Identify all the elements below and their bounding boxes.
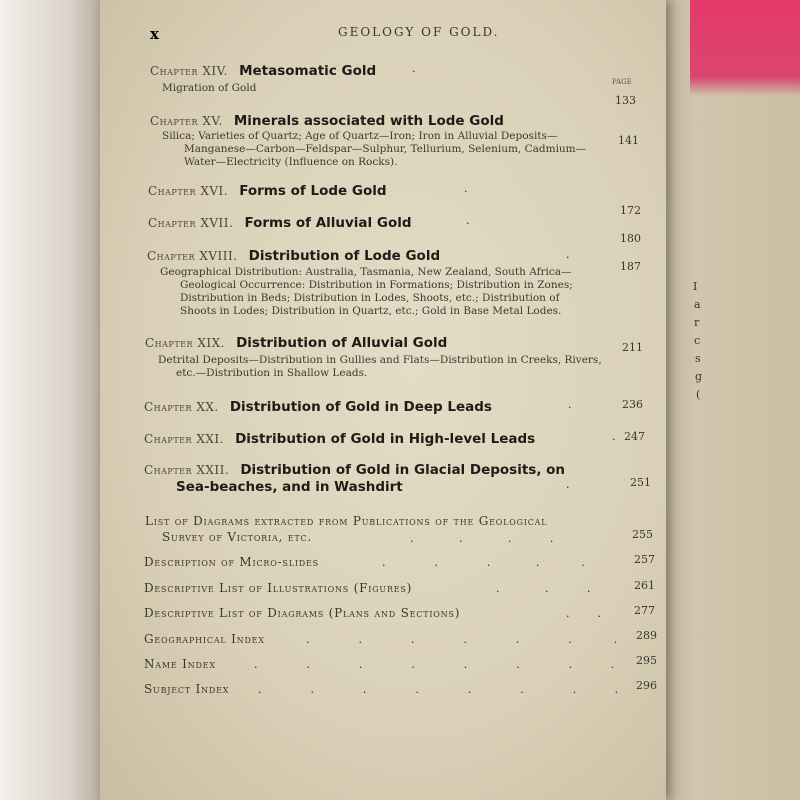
toc-entry [147,245,440,264]
chapter-subjects: Migration of Gold [162,82,257,94]
page-number: 247 [624,430,645,443]
toc-entry [150,60,376,79]
leader-dot: . [568,398,572,411]
page-number: 255 [632,528,653,541]
chapter-title: Distribution of Gold in Deep Leads [229,399,492,415]
leader-dots: . . . [496,582,591,595]
chapter-label: Chapter XVIII. [147,249,238,263]
page-number: 187 [620,260,641,273]
chapter-title: Distribution of Gold in High-level Leads [235,431,536,447]
back-matter-entry: Subject Index [144,682,230,696]
back-matter-entry: List of Diagrams extracted from Publications of the Geological [145,514,548,528]
chapter-title: Forms of Lode Gold [239,183,387,199]
chapter-label: Chapter XVI. [148,184,229,198]
leader-dots: . . . . . . . . [258,683,619,696]
chapter-subjects: Detrital Deposits—Distribution in Gullies and Flats—Distribution in Creeks, Rivers, [158,354,602,366]
toc-entry [150,110,504,129]
chapter-label: Chapter XXII. [144,463,230,477]
back-matter-entry: Descriptive List of Illustrations (Figures) [144,581,413,595]
page-numeral: x [150,25,160,43]
page-number: 257 [634,553,655,566]
leader-dots: . . [566,607,601,620]
leader-dots: . . . . . . . [306,633,618,646]
chapter-title: Minerals associated with Lode Gold [233,113,504,129]
toc-entry [148,180,387,199]
back-matter-entry: Descriptive List of Diagrams (Plans and Sections) [144,606,461,620]
page-number: 251 [630,476,651,489]
chapter-subjects: Distribution in Beds; Distribution in Lodes, Shoots, etc.; Distribution of [180,292,560,304]
page-number: 277 [634,604,655,617]
facing-page-text: I [693,280,698,293]
back-matter-entry: Geographical Index [144,632,265,646]
back-matter-entry: Name Index [144,657,216,671]
background-left [0,0,102,800]
chapter-title: Forms of Alluvial Gold [244,215,412,231]
chapter-title: Distribution of Lode Gold [248,248,441,264]
running-title: GEOLOGY OF GOLD. [338,25,500,39]
chapter-subjects: Water—Electricity (Influence on Rocks). [184,156,398,168]
chapter-subjects: Geographical Distribution: Australia, Tasmania, New Zealand, South Africa— [160,266,572,278]
leader-dot: . [612,430,616,443]
chapter-label: Chapter XV. [150,114,223,128]
chapter-title: Distribution of Gold in Glacial Deposits, on [240,462,566,478]
page-number: 295 [636,654,657,667]
leader-dot: . [566,248,570,261]
chapter-title: Distribution of Alluvial Gold [236,335,448,351]
leader-dots: . . . . . . . . [254,658,615,671]
toc-entry [144,396,492,415]
leader-dots: . . . . . [382,556,585,569]
facing-page-text: c [694,334,701,347]
back-matter-entry: Description of Micro-slides [144,555,319,569]
pink-cover-edge [690,0,800,96]
leader-dot: . [412,62,416,75]
chapter-label: Chapter XVII. [148,216,234,230]
leader-dot: . [566,478,570,491]
page-number: 172 [620,204,641,217]
toc-entry-continued [176,476,403,495]
page-column-label: PAGE [612,78,632,86]
facing-page-text: r [694,316,700,329]
leader-dots: . . . . [410,532,554,545]
page-number: 133 [615,94,636,107]
facing-page-text: a [694,298,701,311]
page-number: 289 [636,629,657,642]
page-number: 296 [636,679,657,692]
leader-dot: . [464,182,468,195]
chapter-subjects: Silica; Varieties of Quartz; Age of Quartz—Iron; Iron in Alluvial Deposits— [162,130,558,142]
page-number: 211 [622,341,643,354]
page-number: 236 [622,398,643,411]
chapter-subjects: Shoots in Lodes; Distribution in Quartz, etc.; Gold in Base Metal Lodes. [180,305,562,317]
back-matter-entry: Survey of Victoria, etc. [162,530,313,544]
toc-entry [144,428,535,447]
facing-page-text: s [695,352,701,365]
chapter-label: Chapter XIX. [145,336,225,350]
leader-dot: . [466,214,470,227]
page-number: 141 [618,134,639,147]
chapter-label: Chapter XX. [144,400,219,414]
chapter-title: Sea-beaches, and in Washdirt [176,479,403,495]
chapter-subjects: Geological Occurrence: Distribution in Formations; Distribution in Zones; [180,279,573,291]
page-number: 180 [620,232,641,245]
chapter-title: Metasomatic Gold [239,63,377,79]
page-number: 261 [634,579,655,592]
facing-page-text: g [695,370,703,383]
chapter-label: Chapter XXI. [144,432,224,446]
facing-page-text: ( [696,388,701,401]
chapter-subjects: Manganese—Carbon—Feldspar—Sulphur, Tellurium, Selenium, Cadmium— [184,143,587,155]
toc-entry [145,332,447,351]
chapter-subjects: etc.—Distribution in Shallow Leads. [176,367,368,379]
chapter-label: Chapter XIV. [150,64,228,78]
toc-entry [148,212,412,231]
